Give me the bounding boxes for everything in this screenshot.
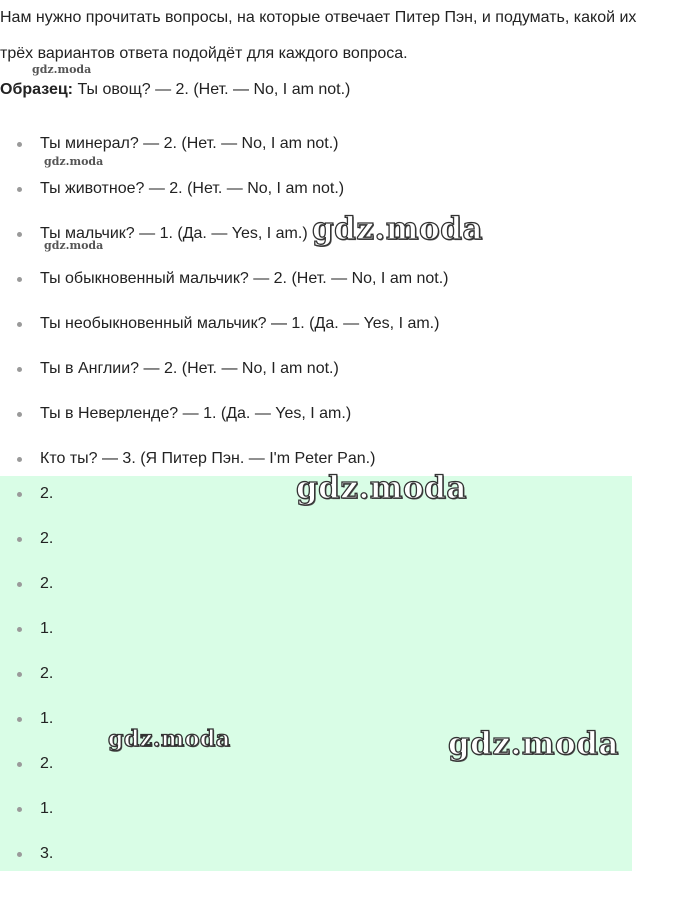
intro-paragraph: Нам нужно прочитать вопросы, на которые отвечает Питер Пэн, и подумать, какой их трёх вариантов ответа подойдёт для каждого вопроса.: [0, 9, 637, 62]
bullet-icon: [17, 852, 22, 857]
watermark-large: gdz.moda: [312, 211, 483, 247]
answer-text: 2.: [40, 665, 54, 682]
answer-text: 3.: [40, 845, 54, 862]
answer-text: 1.: [40, 800, 54, 817]
question-text: Ты необыкновенный мальчик? — 1. (Да. — Yes, I am.): [40, 315, 440, 332]
bullet-icon: [17, 627, 22, 632]
bullet-icon: [17, 492, 22, 497]
bullet-icon: [17, 187, 22, 192]
sample-text: Ты овощ? — 2. (Нет. — No, I am not.): [73, 81, 351, 98]
answer-text: 1.: [40, 710, 54, 727]
bullet-icon: [17, 142, 22, 147]
watermark-small: gdz.moda: [44, 239, 104, 252]
question-text: Ты в Неверленде? — 1. (Да. — Yes, I am.): [40, 405, 352, 422]
answers-highlight-block: [0, 476, 632, 871]
question-text: Ты животное? — 2. (Нет. — No, I am not.): [40, 180, 345, 197]
bullet-icon: [17, 232, 22, 237]
watermark-large: gdz.moda: [448, 726, 619, 762]
question-text: Кто ты? — 3. (Я Питер Пэн. — I'm Peter Pan.): [40, 450, 376, 467]
sample-label: Образец:: [0, 81, 73, 98]
question-text: Ты минерал? — 2. (Нет. — No, I am not.): [40, 135, 339, 152]
bullet-icon: [17, 537, 22, 542]
watermark-small: gdz.moda: [32, 63, 92, 76]
answer-text: 1.: [40, 620, 54, 637]
watermark-medium: gdz.moda: [108, 726, 231, 752]
watermark-large: gdz.moda: [296, 470, 467, 506]
bullet-icon: [17, 807, 22, 812]
bullet-icon: [17, 277, 22, 282]
bullet-icon: [17, 412, 22, 417]
question-text: Ты обыкновенный мальчик? — 2. (Нет. — No, I am not.): [40, 270, 449, 287]
answer-text: 2.: [40, 575, 54, 592]
bullet-icon: [17, 762, 22, 767]
bullet-icon: [17, 582, 22, 587]
sample-line: [0, 78, 350, 102]
question-text: Ты мальчик? — 1. (Да. — Yes, I am.): [40, 225, 308, 242]
bullet-icon: [17, 322, 22, 327]
bullet-icon: [17, 717, 22, 722]
bullet-icon: [17, 457, 22, 462]
answer-text: 2.: [40, 530, 54, 547]
answer-text: 2.: [40, 755, 54, 772]
bullet-icon: [17, 672, 22, 677]
watermark-small: gdz.moda: [44, 155, 104, 168]
bullet-icon: [17, 367, 22, 372]
answer-text: 2.: [40, 485, 54, 502]
question-text: Ты в Англии? — 2. (Нет. — No, I am not.): [40, 360, 339, 377]
